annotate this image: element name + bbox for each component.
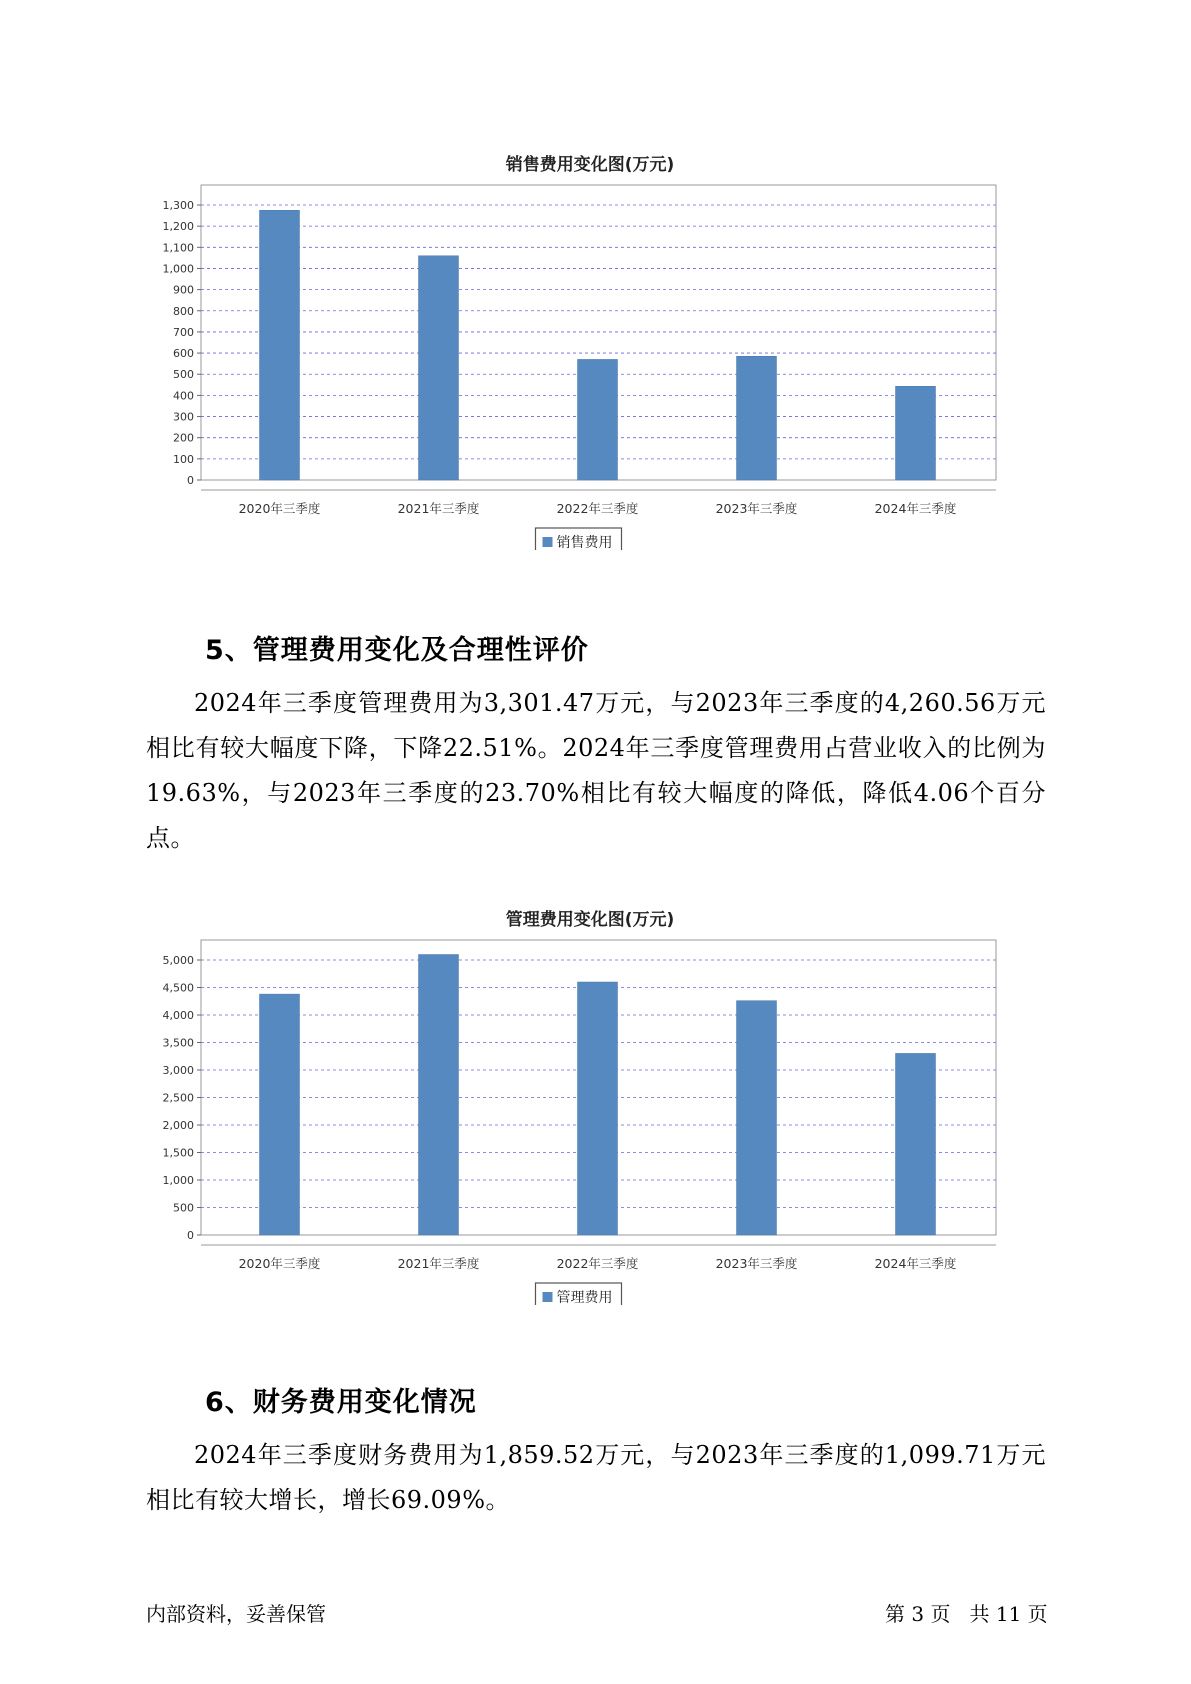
x-tick-label: 2023年三季度 <box>715 501 798 516</box>
y-tick-label: 300 <box>173 410 194 424</box>
x-tick-label: 2021年三季度 <box>397 1256 480 1271</box>
y-tick-label: 1,000 <box>162 262 194 276</box>
x-tick-label: 2020年三季度 <box>238 1256 321 1271</box>
y-tick-label: 3,500 <box>162 1036 194 1050</box>
x-tick-label: 2021年三季度 <box>397 501 480 516</box>
bar <box>260 210 300 480</box>
bar <box>896 386 936 480</box>
footer-confidential-note: 内部资料，妥善保管 <box>146 1602 326 1626</box>
chart-title: 销售费用变化图(万元) <box>505 155 675 175</box>
y-tick-label: 3,000 <box>162 1064 194 1077</box>
y-tick-label: 200 <box>173 431 194 445</box>
bar <box>578 359 618 480</box>
y-tick-label: 1,500 <box>162 1146 194 1160</box>
y-tick-label: 700 <box>173 325 194 339</box>
y-tick-label: 4,500 <box>162 981 194 995</box>
section-paragraph: 2024年三季度财务费用为1,859.52万元，与2023年三季度的1,099.71万元相比有较大增长，增长69.09%。 <box>146 1441 1046 1514</box>
sales-expense-chart <box>140 140 1040 550</box>
y-tick-label: 0 <box>187 474 194 487</box>
admin-expense-chart <box>140 895 1040 1305</box>
bar <box>419 256 459 480</box>
x-tick-label: 2024年三季度 <box>874 1256 957 1271</box>
x-tick-label: 2020年三季度 <box>238 501 321 516</box>
legend-label: 销售费用 <box>556 535 613 550</box>
y-tick-label: 500 <box>173 1201 194 1215</box>
bar <box>737 356 777 480</box>
section-paragraph: 2024年三季度管理费用为3,301.47万元，与2023年三季度的4,260.56万元相比有较大幅度下降，下降22.51%。2024年三季度管理费用占营业收入的比例为19.63%，与2023年三季度的23.70%相比有较大幅度的降低，降低4.06个百分点。 <box>146 689 1046 852</box>
x-tick-label: 2022年三季度 <box>556 501 639 516</box>
x-tick-label: 2023年三季度 <box>715 1256 798 1271</box>
bar <box>419 955 459 1236</box>
y-tick-label: 1,100 <box>162 241 194 255</box>
legend-swatch <box>543 537 553 547</box>
section-heading: 6、财务费用变化情况 <box>205 1387 477 1418</box>
y-tick-label: 1,200 <box>162 220 194 234</box>
y-tick-label: 600 <box>173 347 194 361</box>
y-tick-label: 2,000 <box>162 1119 194 1132</box>
legend-label: 管理费用 <box>556 1290 613 1305</box>
chart-title: 管理费用变化图(万元) <box>505 910 675 930</box>
y-tick-label: 1,000 <box>162 1174 194 1187</box>
y-tick-label: 900 <box>173 283 194 297</box>
y-tick-label: 500 <box>173 368 194 382</box>
y-tick-label: 2,500 <box>162 1091 194 1105</box>
y-tick-label: 4,000 <box>162 1009 194 1022</box>
y-tick-label: 400 <box>173 389 194 403</box>
bar <box>578 982 618 1235</box>
y-tick-label: 1,300 <box>162 199 194 212</box>
y-tick-label: 800 <box>173 304 194 318</box>
bar <box>737 1001 777 1235</box>
y-tick-label: 100 <box>173 452 194 466</box>
legend <box>536 1283 622 1305</box>
legend <box>536 528 622 550</box>
bar <box>896 1053 936 1235</box>
legend-swatch <box>543 1292 553 1302</box>
bar <box>260 994 300 1235</box>
x-tick-label: 2022年三季度 <box>556 1256 639 1271</box>
sales-expense-chart-svg <box>140 140 1040 550</box>
y-tick-label: 5,000 <box>162 954 194 967</box>
footer-page-number: 第 3 页 共 11 页 <box>885 1602 1048 1626</box>
y-tick-label: 0 <box>187 1229 194 1242</box>
x-tick-label: 2024年三季度 <box>874 501 957 516</box>
admin-expense-chart-svg <box>140 895 1040 1305</box>
section-heading: 5、管理费用变化及合理性评价 <box>205 635 589 666</box>
